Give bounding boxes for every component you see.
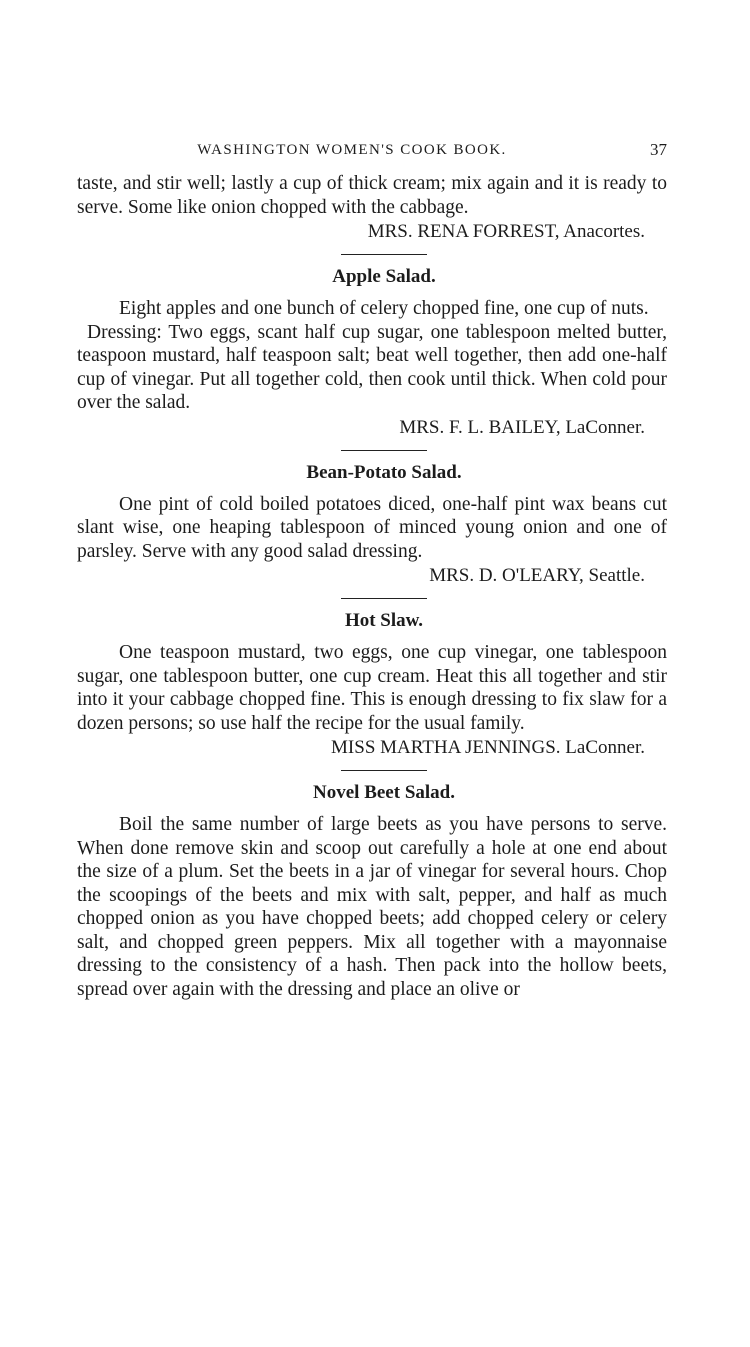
contributor-signature: MRS. F. L. BAILEY, LaConner. xyxy=(399,416,645,438)
book-page xyxy=(77,138,667,1001)
contributor-signature: MRS. RENA FORREST, Anacortes. xyxy=(367,221,645,242)
recipe-title: Hot Slaw. xyxy=(344,610,424,631)
section-divider xyxy=(341,598,427,599)
section-divider xyxy=(341,770,427,771)
section-divider xyxy=(341,254,427,255)
recipe-paragraph: One pint of cold boiled potatoes diced, one-half pint wax beans cut slant wise, one heaping tablespoon of minced young onion and one of parsley. Serve with any good salad dressing. xyxy=(77,493,667,562)
running-head xyxy=(77,138,667,164)
recipe-title: Apple Salad. xyxy=(332,266,436,287)
recipe-paragraph: Boil the same number of large beets as you have persons to serve. When done remove skin and scoop out carefully a hole at one end about the size of a plum. Set the beets in a jar of vinegar for several hours. Chop the scoopings of the beets and mix with salt, pepper, and half as much chopped onion as you have chopped beets; add chopped celery or celery salt, and chopped green peppers. Mix all together with a mayonnaise dressing to the consistency of a hash. Then pack into the hollow beets, spread over again with the dressing and place an olive or xyxy=(77,814,667,1000)
page-number: 37 xyxy=(650,140,667,159)
recipe-paragraph: Eight apples and one bunch of celery chopped fine, one cup of nuts. xyxy=(119,298,649,319)
recipe-paragraph: Dressing: Two eggs, scant half cup sugar, one tablespoon melted butter, teaspoon mustard, half teaspoon salt; beat well together, then add one-half cup of vinegar. Put all together cold, then cook until thick. When cold pour over the salad. xyxy=(77,321,667,413)
recipe-title: Bean-Potato Salad. xyxy=(306,461,462,483)
continuation-paragraph: taste, and stir well; lastly a cup of thick cream; mix again and it is ready to serve. Some like onion chopped with the cabbage. xyxy=(77,173,667,218)
section-divider xyxy=(341,450,427,451)
contributor-signature: MRS. D. O'LEARY, Seattle. xyxy=(429,565,645,586)
running-head-title: WASHINGTON WOMEN'S COOK BOOK. xyxy=(197,142,507,158)
recipe-title: Novel Beet Salad. xyxy=(313,782,455,803)
contributor-signature: MISS MARTHA JENNINGS. LaConner. xyxy=(331,737,645,758)
recipe-paragraph: One teaspoon mustard, two eggs, one cup vinegar, one tablespoon sugar, one tablespoon butter, one cup cream. Heat this all together and stir into it your cabbage chopped fine. This is enough dressing to fix slaw for a dozen persons; so use half the recipe for the usual family. xyxy=(77,642,667,734)
